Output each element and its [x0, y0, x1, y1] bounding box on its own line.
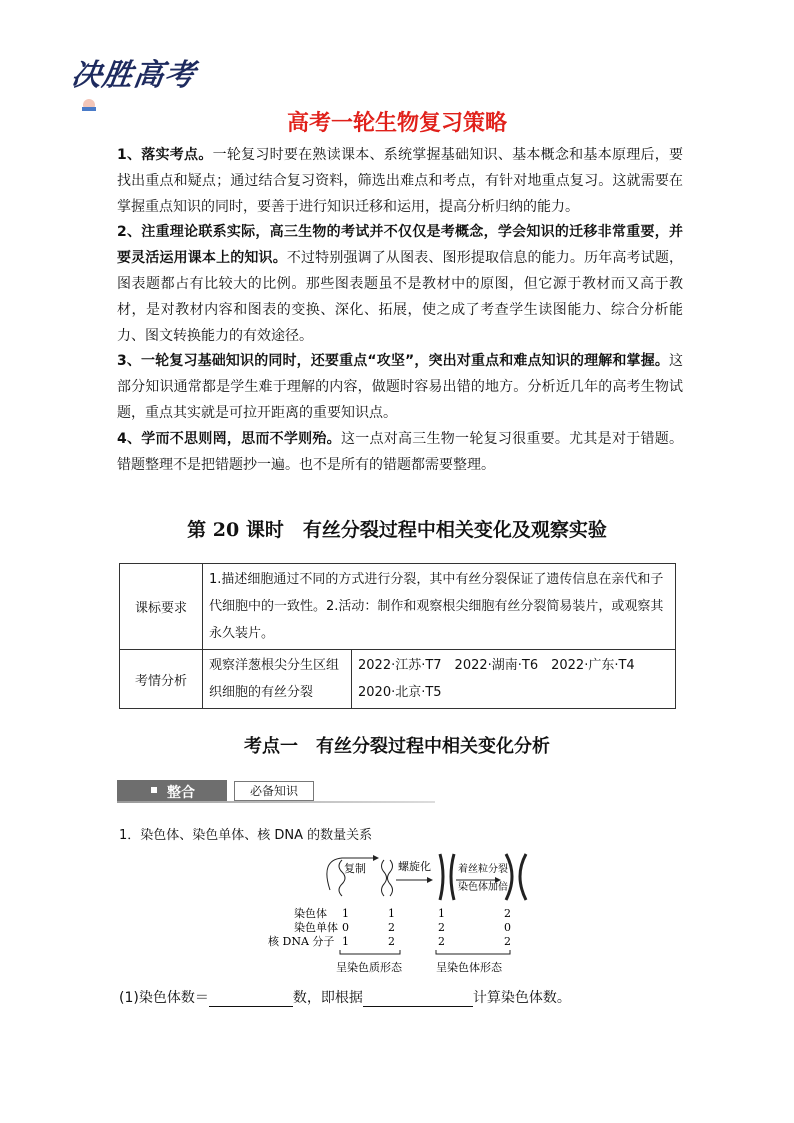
strategy-item-1 [117, 143, 683, 220]
main-title: 高考一轮生物复习策略 [286, 111, 507, 136]
doubled-chromatin-icon [382, 860, 393, 896]
strategy-body: 这一点对高三生物一轮复习很重要。尤其是对于错题。错题整理不是把错题抄一遍。也不是所有的错题都需要整理。 [117, 430, 683, 473]
banner-tab: 必备知识 [234, 781, 314, 801]
value-c2-r2: 2 [388, 921, 395, 934]
answer-blank[interactable] [363, 992, 473, 1007]
value-c4-r3: 2 [504, 935, 511, 948]
row-header: 课标要求 [120, 564, 203, 650]
value-c3-r3: 2 [438, 935, 445, 948]
strategy-section [117, 143, 683, 478]
table-row [120, 564, 676, 650]
strategy-body: 不过特别强调了从图表、图形提取信息的能力。历年高考试题，图表题都占有比较大的比例。那些图表题虽不是教材中的原图，但它源于教材而又高于教材，是对教材内容和图表的变换、深化、拓展，使之成了考查学生读图能力、综合分析能力、图文转换能力的有效途径。 [117, 250, 684, 344]
answer-blank[interactable] [209, 992, 293, 1007]
separated-chromosomes-icon [506, 854, 526, 900]
strategy-item-3 [117, 349, 683, 426]
group-label-chromosome: 呈染色体形态 [436, 961, 502, 974]
square-bullet-icon [151, 787, 157, 793]
section-banner [117, 780, 435, 802]
group-label-chromatin: 呈染色质形态 [336, 961, 402, 974]
value-c1-r1: 1 [342, 907, 349, 920]
formula-text: 计算染色体数。 [472, 990, 571, 1006]
arrow-label-condense: 螺旋化 [398, 860, 431, 873]
group-brace-chromatin [340, 950, 400, 954]
strategy-item-2 [117, 220, 683, 349]
strategy-lead: 4、学而不思则罔，思而不学则殆。 [117, 430, 341, 447]
value-c2-r3: 2 [388, 935, 395, 948]
banner-divider [117, 801, 435, 803]
strategy-item-4 [117, 427, 683, 479]
strategy-lead: 3、一轮复习基础知识的同时，还要重点“攻坚”，突出对重点和难点知识的理解和掌握。 [117, 353, 669, 370]
chromosome-diagram [260, 850, 540, 980]
row-label-dna: 核 DNA 分子 [268, 935, 335, 948]
row-header: 考情分析 [120, 650, 203, 709]
curriculum-requirement: 1.描述细胞通过不同的方式进行分裂，其中有丝分裂保证了遗传信息在亲代和子代细胞中的一致性。2.活动：制作和观察根尖细胞有丝分裂简易装片，或观察其永久装片。 [203, 564, 676, 650]
strategy-lead: 2、注重理论联系实际，高三生物的考试并不仅仅是考概念，学会知识的迁移非常重要，并要灵活运用课本上的知识。 [117, 224, 683, 267]
arrow-label-doubling: 染色体加倍 [458, 882, 508, 893]
logo-text: 决胜高考 [69, 58, 198, 93]
value-c3-r1: 1 [438, 907, 445, 920]
chromosome-x-icon [440, 854, 454, 900]
lesson-title: 第 20 课时 有丝分裂过程中相关变化及观察实验 [187, 519, 607, 541]
arrow-label-centromere-split: 着丝粒分裂 [458, 864, 508, 875]
value-c3-r2: 2 [438, 921, 445, 934]
value-c2-r1: 1 [388, 907, 395, 920]
item-1-heading: 1．染色体、染色单体、核 DNA 的数量关系 [119, 828, 373, 843]
exam-references: 2022·江苏·T7 2022·湖南·T6 2022·广东·T4 2020·北京·T5 [352, 650, 676, 709]
formula-question [119, 987, 571, 1007]
value-c4-r1: 2 [504, 907, 511, 920]
arrow-label-replicate: 复制 [344, 862, 366, 875]
kaodian-title: 考点一 有丝分裂过程中相关变化分析 [244, 736, 550, 757]
exam-topic: 观察洋葱根尖分生区组织细胞的有丝分裂 [203, 650, 352, 709]
strategy-body: 这部分知识通常都是学生难于理解的内容，做题时容易出错的地方。分析近几年的高考生物试题，重点其实就是可拉开距离的重要知识点。 [117, 353, 683, 421]
requirements-table [119, 563, 676, 709]
value-c1-r2: 0 [342, 921, 349, 934]
row-label-chromosome: 染色体 [294, 907, 327, 920]
row-label-chromatid: 染色单体 [294, 921, 338, 934]
value-c4-r2: 0 [504, 921, 511, 934]
strategy-body: 一轮复习时要在熟读课本、系统掌握基础知识、基本概念和基本原理后，要找出重点和疑点；通过结合复习资料，筛选出难点和考点，有针对地重点复习。这就需要在掌握重点知识的同时，要善于进行知识迁移和运用，提高分析归纳的能力。 [117, 147, 684, 215]
formula-text: (1)染色体数＝ [119, 990, 209, 1006]
strategy-lead: 1、落实考点。 [117, 147, 213, 163]
table-row [120, 650, 676, 709]
banner-label: 整合 [167, 785, 195, 801]
value-c1-r3: 1 [342, 935, 349, 948]
formula-text: 数，即根据 [292, 990, 363, 1006]
banner-label-block [117, 780, 227, 802]
group-brace-chromosome [436, 950, 510, 954]
